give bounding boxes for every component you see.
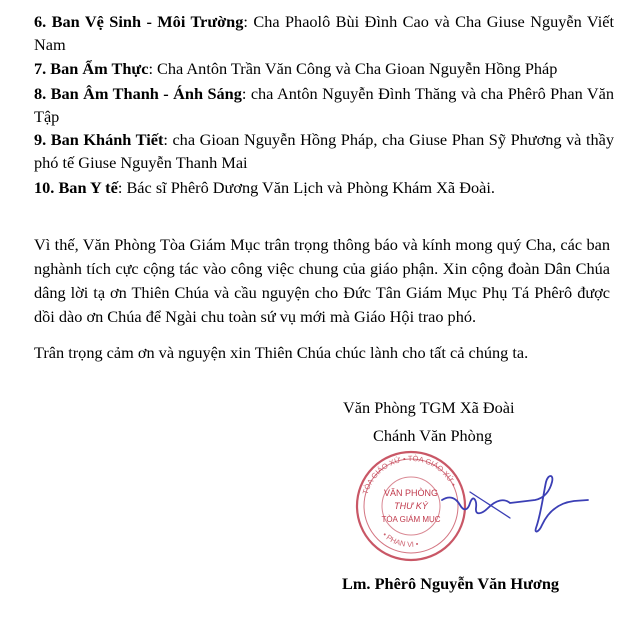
- handwritten-signature: [440, 470, 590, 540]
- committee-item-9: [34, 128, 614, 174]
- committee-number: 9.: [34, 130, 47, 149]
- committee-title: Ban Y tế: [58, 178, 118, 197]
- committee-title: Ban Ẩm Thực: [50, 59, 149, 78]
- committee-members: : cha Antôn Nguyễn Đình Thăng và cha Phêrô Phan Văn Tập: [34, 84, 614, 126]
- committee-number: 6.: [34, 12, 47, 31]
- committee-number: 8.: [34, 84, 47, 103]
- stamp-line-3: TÒA GIÁM MỤC: [381, 515, 441, 524]
- closing-paragraph: Trân trọng cảm ơn và nguyện xin Thiên Chúa chúc lành cho tất cả chúng ta.: [34, 343, 529, 362]
- committee-number: 10.: [34, 178, 55, 197]
- stamp-line-2: THƯ KÝ: [394, 501, 428, 511]
- announcement-paragraph: Vì thế, Văn Phòng Tòa Giám Mục trân trọng thông báo và kính mong quý Cha, các ban nghành tích cực cộng tác vào công việc chung của giáo phận. Xin cộng đoàn Dân Chúa dâng lời tạ ơn Thiên Chúa và cầu nguyện cho Đức Tân Giám Mục Phụ Tá Phêrô được dồi dào ơn Chúa để Ngài chu toàn sứ vụ mới mà Giáo Hội trao phó.: [34, 235, 610, 326]
- committee-item-7: [34, 57, 614, 80]
- svg-text:TÒA GIÁO XỨ • TÒA GIÁO XỨ •: TÒA GIÁO XỨ • TÒA GIÁO XỨ •: [360, 453, 459, 496]
- svg-text:• PHAN VI •: • PHAN VI •: [380, 530, 420, 549]
- committee-number: 7.: [34, 59, 47, 78]
- committee-members: : Bác sĩ Phêrô Dương Văn Lịch và Phòng Khám Xã Đoài.: [117, 178, 495, 197]
- committee-item-10: [34, 176, 614, 199]
- committee-members: : cha Gioan Nguyễn Hồng Pháp, cha Giuse Phan Sỹ Phương và thầy phó tế Giuse Nguyễn Thanh Mai: [34, 130, 614, 172]
- signature-office: Văn Phòng TGM Xã Đoài: [343, 398, 515, 417]
- committee-title: Ban Khánh Tiết: [50, 130, 164, 149]
- signatory-name: Lm. Phêrô Nguyễn Văn Hương: [342, 574, 560, 593]
- committee-title: Ban Vệ Sinh - Môi Trường: [51, 12, 244, 31]
- committee-members: : Cha Antôn Trần Văn Công và Cha Gioan Nguyễn Hồng Pháp: [148, 59, 558, 78]
- committee-title: Ban Âm Thanh - Ánh Sáng: [50, 84, 242, 103]
- committee-members: : Cha Phaolô Bùi Đình Cao và Cha Giuse Nguyễn Viết Nam: [34, 12, 614, 54]
- committee-item-6: [34, 10, 614, 56]
- committee-item-8: [34, 82, 614, 128]
- stamp-line-1: VĂN PHÒNG: [383, 488, 439, 498]
- signature-role: Chánh Văn Phòng: [373, 426, 493, 445]
